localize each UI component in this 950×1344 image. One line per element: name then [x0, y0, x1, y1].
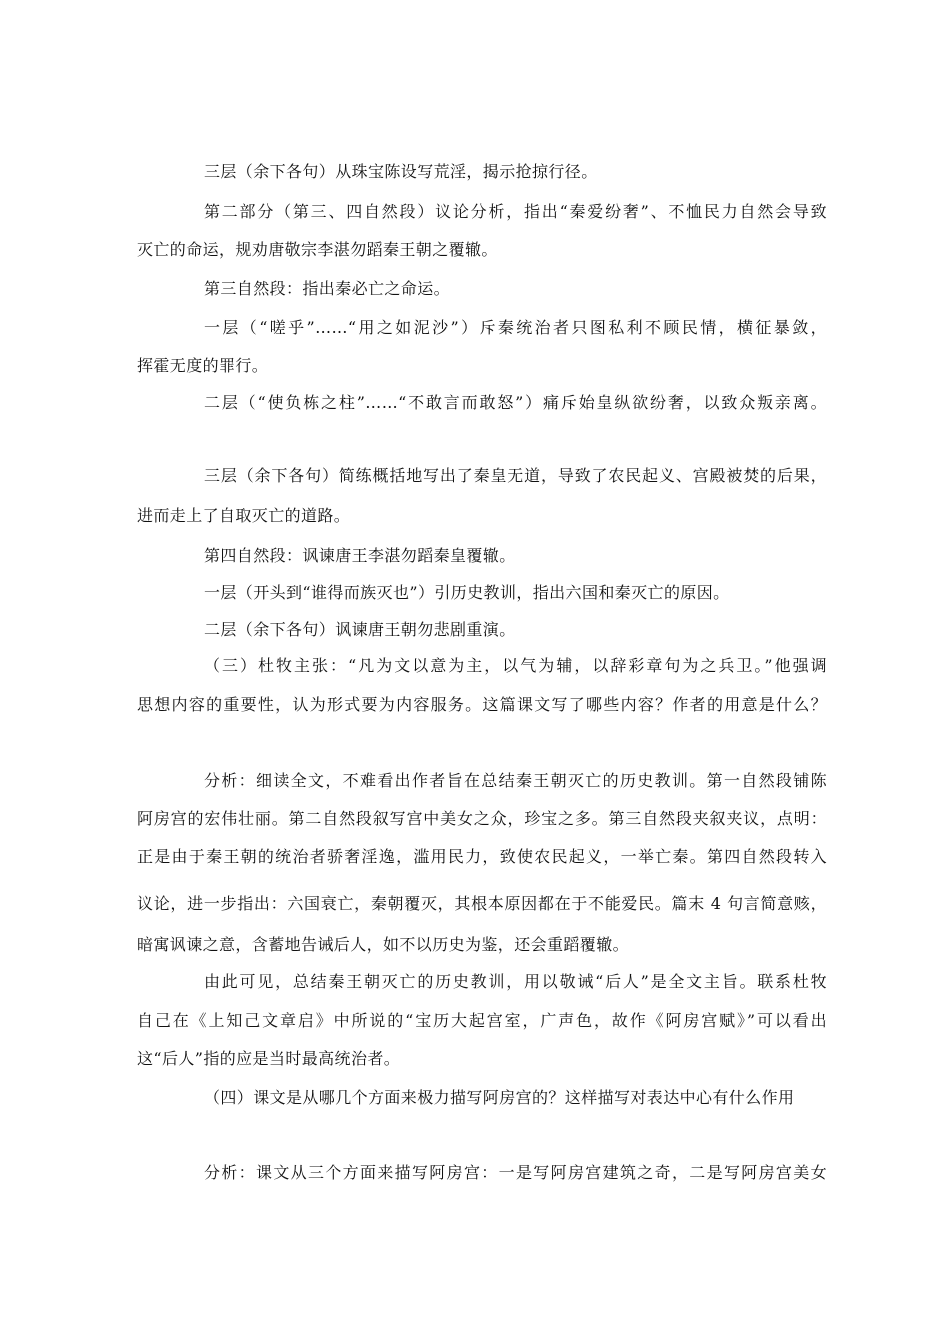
paragraph-line: 这“后人”指的应是当时最高统治者。 — [137, 1049, 401, 1068]
paragraph-line: 一层（“嗟乎”……“用之如泥沙”）斥秦统治者只图私利不顾民情，横征暴敛， — [204, 318, 827, 337]
paragraph-line: 挥霍无度的罪行。 — [137, 356, 269, 375]
paragraph-line: 由此可见，总结秦王朝灭亡的历史教训，用以敬诫“后人”是全文主旨。联系杜牧 — [204, 972, 827, 991]
paragraph-line: 暗寓讽谏之意，含蓄地告诫后人，如不以历史为鉴，还会重蹈覆辙。 — [137, 935, 630, 954]
paragraph-line: 进而走上了自取灭亡的道路。 — [137, 506, 351, 525]
paragraph-line: （四）课文是从哪几个方面来极力描写阿房宫的？这样描写对表达中心有什么作用 — [204, 1088, 795, 1107]
paragraph-line: 一层（开头到“谁得而族灭也”）引历史教训，指出六国和秦灭亡的原因。 — [204, 583, 730, 602]
paragraph-line: 自己在《上知己文章启》中所说的“宝历大起宫室，广声色，故作《阿房宫赋》”可以看出 — [137, 1011, 827, 1030]
paragraph-line: 议论，进一步指出：六国衰亡，秦朝覆灭，其根本原因都在于不能爱民。篇末 4 句言简意赅， — [137, 894, 827, 913]
paragraph-line: 二层（余下各句）讽谏唐王朝勿悲剧重演。 — [204, 620, 516, 639]
paragraph-line: 阿房宫的宏伟壮丽。第二自然段叙写宫中美女之众，珍宝之多。第三自然段夹叙夹议，点明： — [137, 809, 827, 828]
paragraph-line: 第四自然段：讽谏唐王李湛勿蹈秦皇覆辙。 — [204, 546, 516, 565]
paragraph-line: 分析：细读全文，不难看出作者旨在总结秦王朝灭亡的历史教训。第一自然段铺陈 — [204, 771, 827, 790]
paragraph-line: 思想内容的重要性，认为形式要为内容服务。这篇课文写了哪些内容？作者的用意是什么？ — [137, 695, 827, 714]
paragraph-line: （三）杜牧主张：“凡为文以意为主，以气为辅，以辞彩章句为之兵卫。”他强调 — [204, 656, 827, 675]
paragraph-line: 三层（余下各句）简练概括地写出了秦皇无道，导致了农民起义、宫殿被焚的后果， — [204, 466, 827, 485]
paragraph-line: 第三自然段：指出秦必亡之命运。 — [204, 279, 451, 298]
paragraph-line: 正是由于秦王朝的统治者骄奢淫逸，滥用民力，致使农民起义，一举亡秦。第四自然段转入 — [137, 847, 827, 866]
paragraph-line: 二层（“使负栋之柱”……“不敢言而敢怒”）痛斥始皇纵欲纷奢，以致众叛亲离。 — [204, 393, 827, 412]
paragraph-line: 第二部分（第三、四自然段）议论分析，指出“秦爱纷奢”、不恤民力自然会导致 — [204, 202, 827, 221]
paragraph-line: 分析：课文从三个方面来描写阿房宫：一是写阿房宫建筑之奇，二是写阿房宫美女 — [204, 1163, 827, 1182]
paragraph-line: 三层（余下各句）从珠宝陈设写荒淫，揭示抢掠行径。 — [204, 162, 598, 181]
paragraph-line: 灭亡的命运，规劝唐敬宗李湛勿蹈秦王朝之覆辙。 — [137, 240, 498, 259]
